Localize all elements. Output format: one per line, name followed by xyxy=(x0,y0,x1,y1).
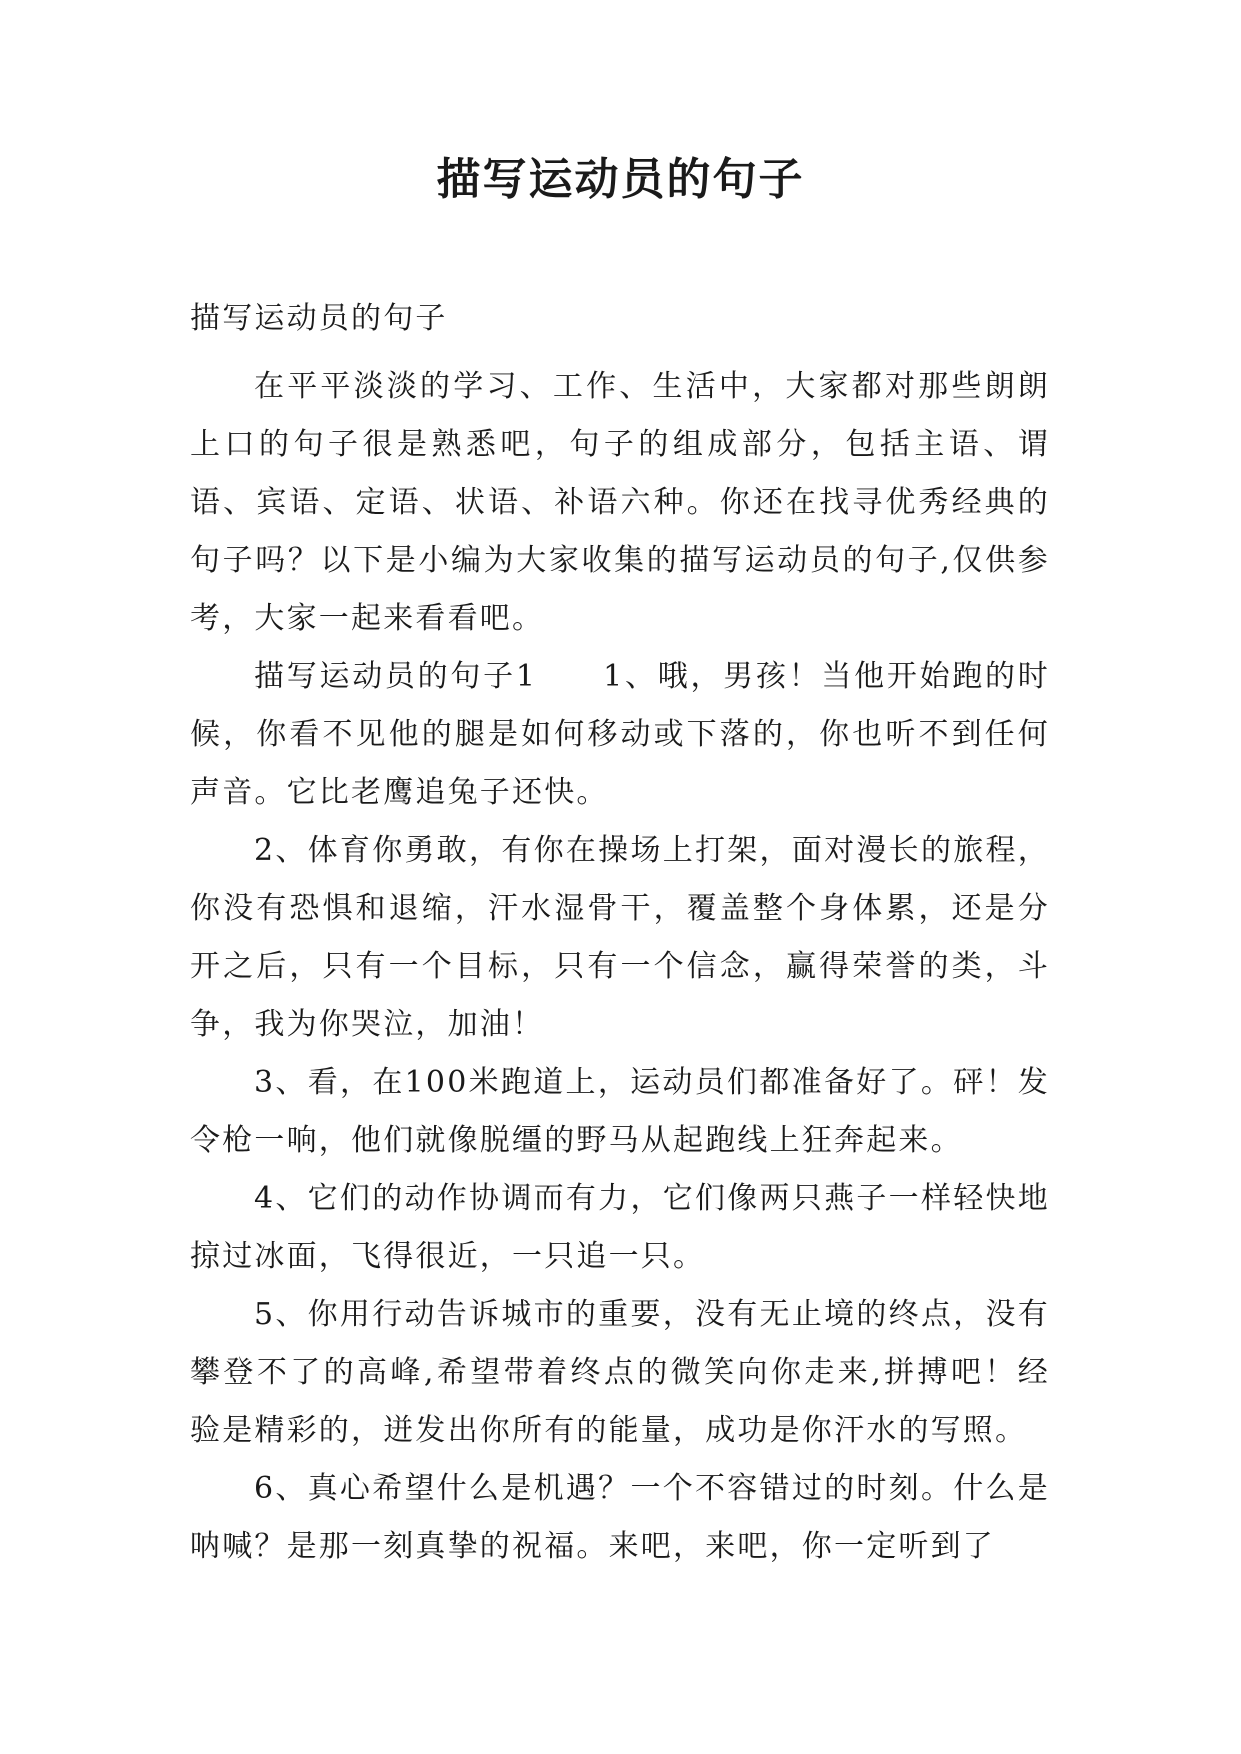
paragraph-4: 4、它们的动作协调而有力，它们像两只燕子一样轻快地掠过冰面，飞得很近，一只追一只。 xyxy=(190,1181,1050,1274)
paragraph-1: 描写运动员的句子1 1、哦，男孩！当他开始跑的时候，你看不见他的腿是如何移动或下落的，你也听不到任何声音。它比老鹰追兔子还快。 xyxy=(190,659,1050,810)
document-subtitle: 描写运动员的句子 xyxy=(190,301,448,336)
paragraph-6: 6、真心希望什么是机遇？一个不容错过的时刻。什么是呐喊？是那一刻真挚的祝福。来吧，来吧，你一定听到了 xyxy=(190,1471,1050,1564)
paragraph-intro: 在平平淡淡的学习、工作、生活中，大家都对那些朗朗上口的句子很是熟悉吧，句子的组成部分，包括主语、谓语、宾语、定语、状语、补语六种。你还在找寻优秀经典的句子吗？以下是小编为大家收集的描写运动员的句子,仅供参考，大家一起来看看吧。 xyxy=(190,369,1050,636)
paragraph-5: 5、你用行动告诉城市的重要，没有无止境的终点，没有攀登不了的高峰,希望带着终点的微笑向你走来,拼搏吧！经验是精彩的，迸发出你所有的能量，成功是你汗水的写照。 xyxy=(190,1297,1050,1448)
paragraph-3: 3、看，在100米跑道上，运动员们都准备好了。砰！发令枪一响，他们就像脱缰的野马从起跑线上狂奔起来。 xyxy=(190,1065,1050,1158)
paragraph-2: 2、体育你勇敢，有你在操场上打架，面对漫长的旅程，你没有恐惧和退缩，汗水湿骨干，覆盖整个身体累，还是分开之后，只有一个目标，只有一个信念，赢得荣誉的类，斗争，我为你哭泣，加油！ xyxy=(190,833,1050,1042)
document-title: 描写运动员的句子 xyxy=(436,154,805,205)
document-body xyxy=(190,290,1050,1576)
